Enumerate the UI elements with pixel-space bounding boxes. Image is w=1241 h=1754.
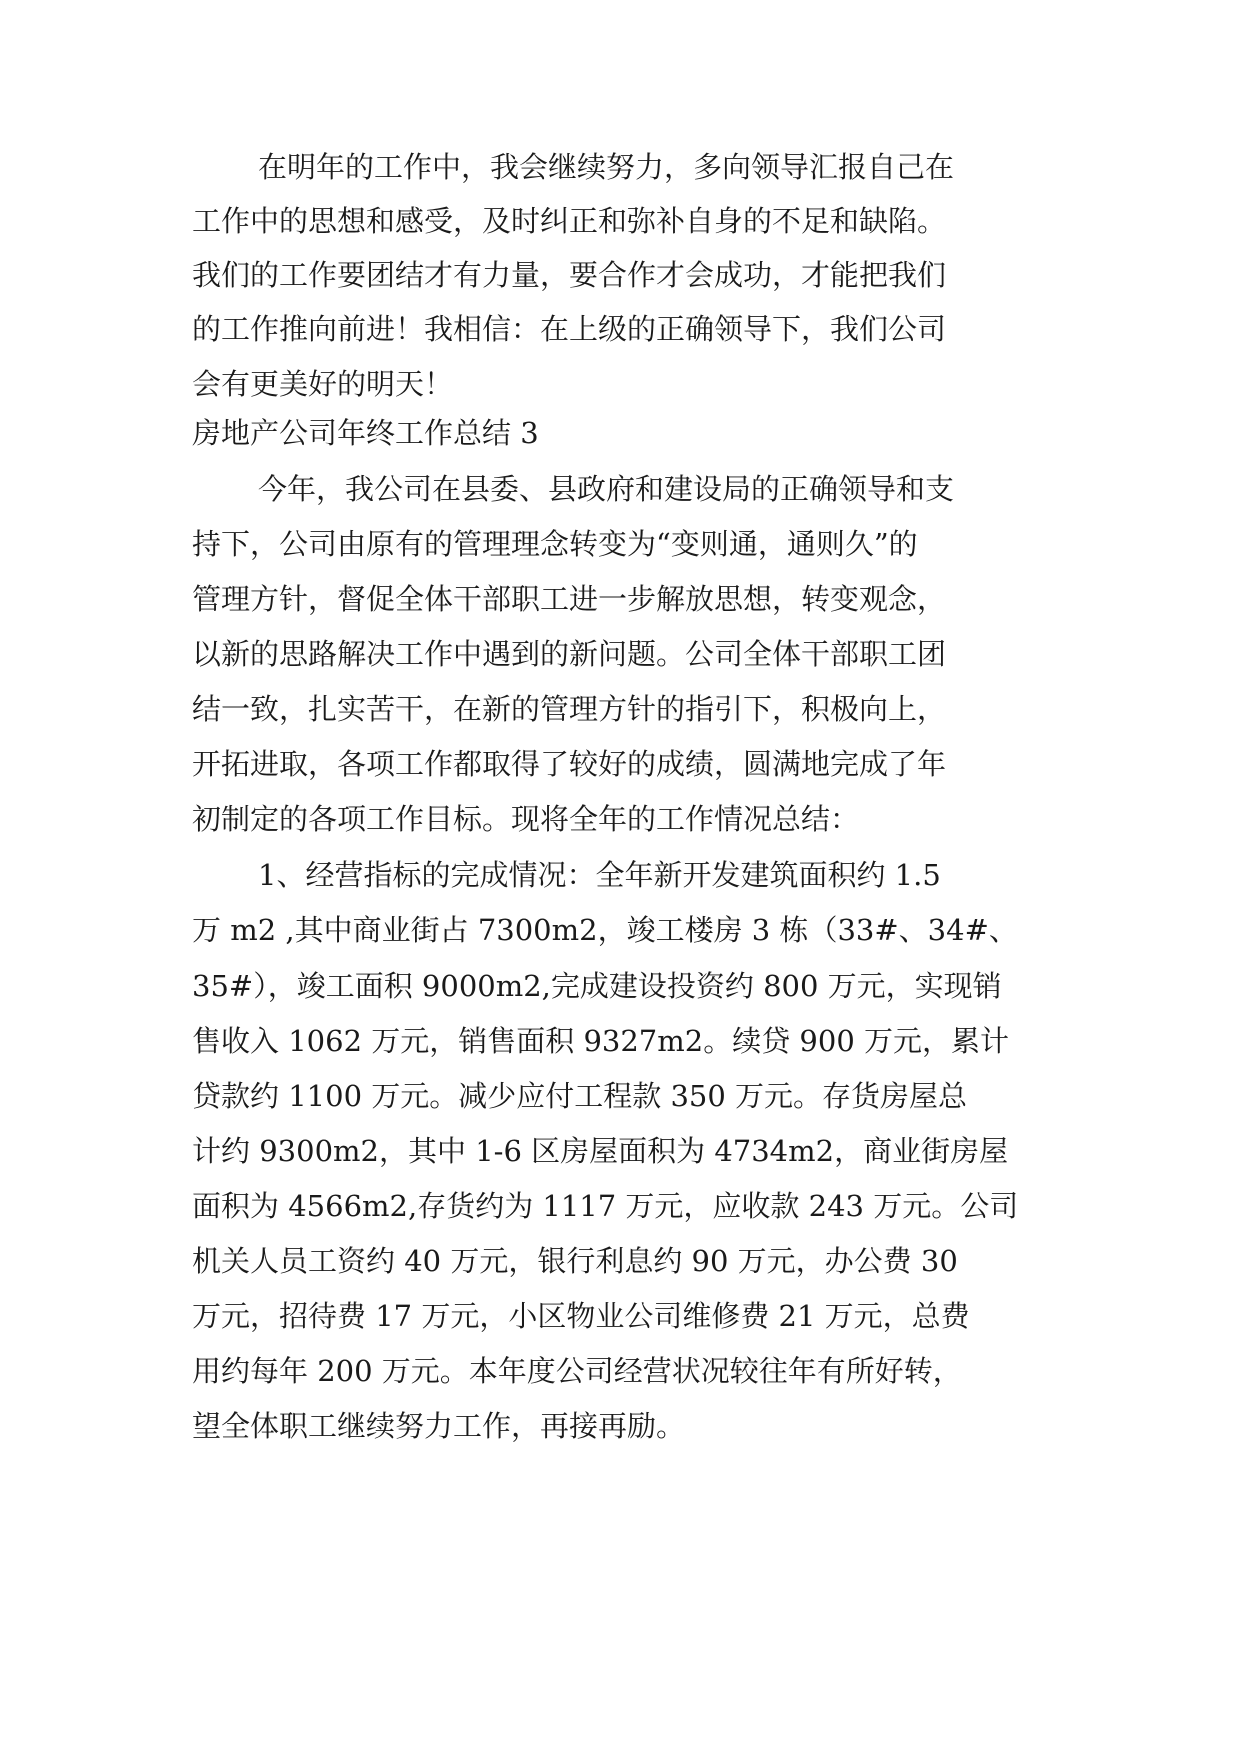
- paragraph-line: 万 m2 ,其中商业街占 7300m2，竣工楼房 3 栋（33#、34#、: [192, 913, 1018, 947]
- paragraph-line: 1、经营指标的完成情况：全年新开发建筑面积约 1.5: [258, 858, 941, 892]
- paragraph-line: 望全体职工继续努力工作，再接再励。: [192, 1409, 686, 1443]
- paragraph-line: 35#），竣工面积 9000m2,完成建设投资约 800 万元，实现销: [192, 969, 1002, 1003]
- paragraph-line: 机关人员工资约 40 万元，银行利息约 90 万元，办公费 30: [192, 1244, 958, 1278]
- paragraph-line: 在明年的工作中，我会继续努力，多向领导汇报自己在: [258, 150, 955, 184]
- paragraph-line: 开拓进取，各项工作都取得了较好的成绩，圆满地完成了年: [192, 747, 947, 781]
- paragraph-line: 万元，招待费 17 万元，小区物业公司维修费 21 万元，总费: [192, 1299, 970, 1333]
- paragraph-line: 售收入 1062 万元，销售面积 9327m2。续贷 900 万元，累计: [192, 1024, 1009, 1058]
- paragraph-line: 初制定的各项工作目标。现将全年的工作情况总结：: [192, 802, 860, 836]
- paragraph-line: 以新的思路解决工作中遇到的新问题。公司全体干部职工团: [192, 637, 947, 671]
- paragraph-line: 的工作推向前进！我相信：在上级的正确领导下，我们公司: [192, 312, 947, 346]
- paragraph-line: 我们的工作要团结才有力量，要合作才会成功，才能把我们: [192, 258, 947, 292]
- paragraph-line: 计约 9300m2，其中 1-6 区房屋面积为 4734m2，商业街房屋: [192, 1134, 1009, 1168]
- section-heading: 房地产公司年终工作总结 3: [192, 416, 539, 450]
- paragraph-line: 持下，公司由原有的管理理念转变为“变则通，通则久”的: [192, 527, 918, 561]
- paragraph-line: 用约每年 200 万元。本年度公司经营状况较往年有所好转，: [192, 1354, 962, 1388]
- paragraph-line: 会有更美好的明天！: [192, 367, 454, 401]
- paragraph-line: 面积为 4566m2,存货约为 1117 万元，应收款 243 万元。公司: [192, 1189, 1019, 1223]
- paragraph-line: 工作中的思想和感受，及时纠正和弥补自身的不足和缺陷。: [192, 204, 947, 238]
- paragraph-line: 结一致，扎实苦干，在新的管理方针的指引下，积极向上，: [192, 692, 947, 726]
- paragraph-line: 管理方针，督促全体干部职工进一步解放思想，转变观念，: [192, 582, 947, 616]
- paragraph-line: 今年，我公司在县委、县政府和建设局的正确领导和支: [258, 472, 955, 506]
- paragraph-line: 贷款约 1100 万元。减少应付工程款 350 万元。存货房屋总: [192, 1079, 968, 1113]
